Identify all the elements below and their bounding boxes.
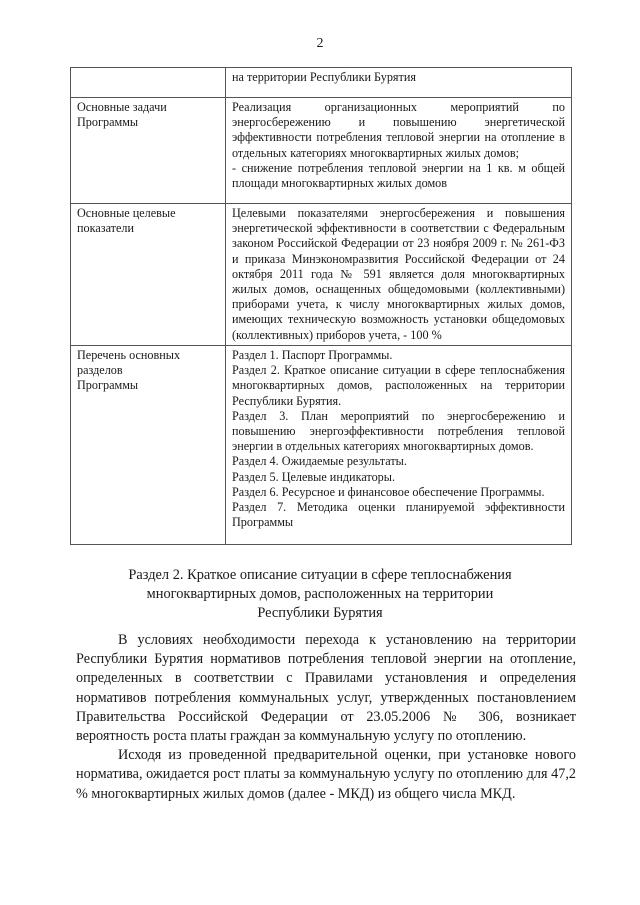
value-line: Раздел 4. Ожидаемые результаты.	[232, 454, 407, 469]
paragraph: В условиях необходимости перехода к установлению на территории Республики Бурятия нормативов потребления тепловой энергии на отопление, определенных в соответствии с Правилами установления и определения нормативов потребления коммунальных услуг, утвержденных постановлением Правительства Российской Федерации от 23.05.2006 № 306, возникает вероятность роста платы граждан за коммунальную услугу по отоплению.	[76, 632, 576, 745]
heading-line: Республики Бурятия	[257, 605, 383, 621]
row-value	[226, 346, 572, 545]
table-row	[71, 98, 572, 204]
row-value	[226, 98, 572, 204]
row-label: Основные целевые показатели	[71, 204, 226, 346]
table-row	[71, 68, 572, 98]
value-line: Раздел 2. Краткое описание ситуации в сфере теплоснабжения многоквартирных домов, расположенных на территории Республики Бурятия.	[232, 363, 565, 408]
table-row	[71, 204, 572, 346]
section-body	[76, 631, 576, 804]
value-line: Раздел 3. План мероприятий по энергосбережению и повышению энергоэффективности потребления тепловой энергии в отдельных категориях многоквартирных домов.	[232, 408, 565, 454]
section-heading	[0, 566, 640, 623]
paragraph: Исходя из проведенной предварительной оценки, при установке нового норматива, ожидается рост платы за коммунальную услугу по отоплению для 47,2 % многоквартирных жилых домов (далее - МКД) из общего числа МКД.	[76, 747, 576, 802]
value-line: - снижение потребления тепловой энергии на 1 кв. м общей площади многоквартирных жилых домов	[232, 160, 565, 191]
row-label: Перечень основных разделов Программы	[71, 346, 226, 545]
value-line: Раздел 7. Методика оценки планируемой эффективности Программы	[232, 500, 565, 530]
value-line: на территории Республики Бурятия	[232, 70, 416, 84]
value-line: Раздел 5. Целевые индикаторы.	[232, 469, 395, 484]
value-line: Целевыми показателями энергосбережения и повышения энергетической эффективности в соответствии с Федеральным законом Российской Федерации от 23 ноября 2009 г. № 261-ФЗ и приказа Минэкономразвития Российской Федерации от 24 октября 2011 года № 591 является доля многоквартирных жилых домов, оснащенных общедомовыми (коллективными) приборами учета, к числу многоквартирных жилых домов, имеющих техническую возможность установки общедомовых (коллективных) приборов учета, - 100 %	[232, 206, 565, 342]
page-number: 2	[316, 36, 324, 51]
row-value	[226, 68, 572, 98]
value-line: Раздел 1. Паспорт Программы.	[232, 348, 393, 362]
program-passport-table	[70, 67, 572, 545]
value-line: Раздел 6. Ресурсное и финансовое обеспечение Программы.	[232, 484, 545, 499]
row-label	[71, 68, 226, 98]
row-value	[226, 204, 572, 346]
heading-line: многоквартирных домов, расположенных на территории	[146, 586, 494, 602]
heading-line: Раздел 2. Краткое описание ситуации в сфере теплоснабжения	[128, 567, 512, 583]
value-line: Реализация организационных мероприятий по энергосбережению и повышению энергетической эффективности потребления тепловой энергии на отопление в отдельных категориях многоквартирных жилых домов;	[232, 100, 565, 160]
row-label: Основные задачи Программы	[71, 98, 226, 204]
table-row	[71, 346, 572, 545]
